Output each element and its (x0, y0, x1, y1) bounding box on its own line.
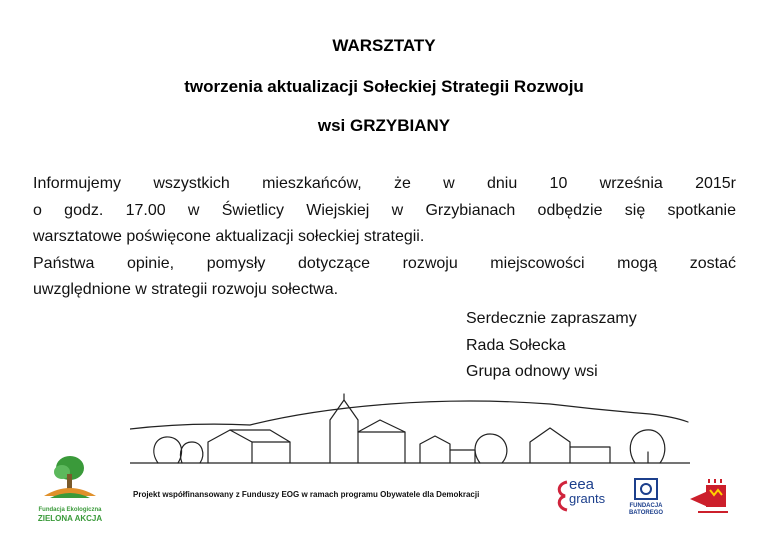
signoff-invitation: Serdecznie zapraszamy (466, 310, 637, 327)
paragraph-2-line-1: Państwa opinie, pomysły dotyczące rozwoju miejscowości mogą zostać (33, 254, 736, 272)
polish-foundation-logo (688, 477, 730, 517)
signoff (466, 306, 637, 386)
signoff-group: Grupa odnowy wsi (466, 363, 598, 380)
batory-emblem-icon (634, 478, 658, 500)
village-landscape-illustration (130, 392, 690, 472)
funding-note: Projekt współfinansowany z Funduszy EOG w ramach programu Obywatele dla Demokracji (133, 490, 480, 499)
fundacja-label-2: ZIELONA AKCJA (37, 514, 103, 523)
heading-village: wsi GRZYBIANY (317, 116, 451, 135)
paragraph-2-line-2: uwzględnione w strategii rozwoju sołectwa. (33, 281, 339, 298)
red-emblem-icon (688, 477, 730, 517)
paragraph-1-line-1: Informujemy wszystkich mieszkańców, że w dniu 10 września 2015r (33, 175, 736, 192)
tree-icon (36, 452, 104, 500)
paragraph-1-line-3: warsztatowe poświęcone aktualizacji sołeckiej strategii. (33, 228, 425, 245)
heading-subtitle: tworzenia aktualizacji Sołeckiej Strategii Rozwoju (184, 77, 584, 96)
announcement-text (33, 171, 736, 304)
batory-label-2: BATOREGO (628, 510, 664, 516)
fundacja-batorego-logo (626, 478, 666, 520)
eea-label: eea (569, 476, 595, 493)
signoff-council: Rada Sołecka (466, 336, 566, 354)
heading-title: WARSZTATY (332, 36, 436, 55)
paragraph-1-line-2: o godz. 17.00 w Świetlicy Wiejskiej w Grzybianach odbędzie się spotkanie (33, 201, 736, 219)
eea-grants-logo (555, 476, 611, 516)
fundacja-zielona-akcja-logo (36, 452, 104, 522)
batory-label-1: FUNDACJA (629, 503, 663, 509)
fundacja-label-1: Fundacja Ekologiczna (38, 507, 102, 513)
grants-label: grants (569, 491, 606, 506)
